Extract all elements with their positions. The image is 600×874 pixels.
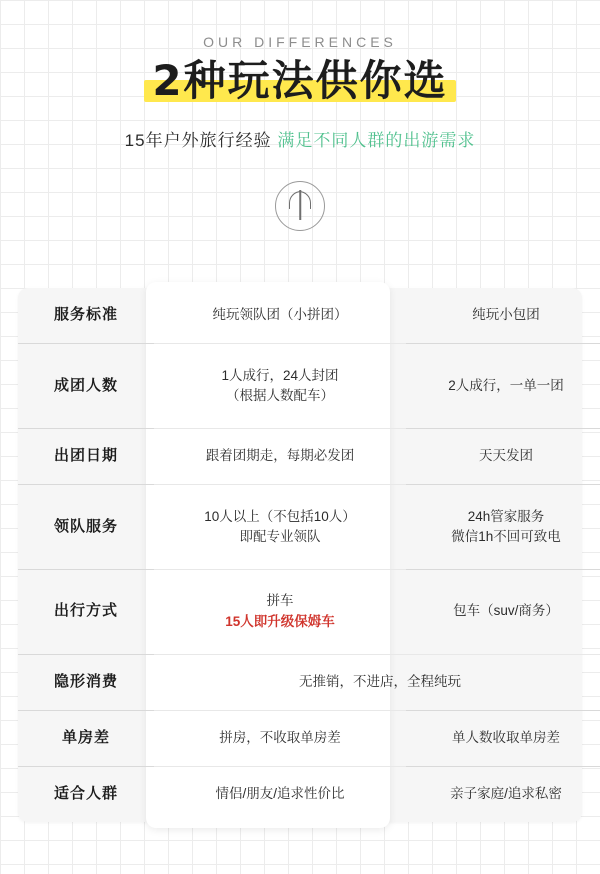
row-col2: [406, 710, 600, 766]
cell-line: 包车（suv/商务）: [453, 603, 559, 619]
cell-line: （根据人数配车）: [226, 387, 334, 403]
row-label: 领队服务: [18, 484, 154, 569]
eyebrow-text: OUR DIFFERENCES: [203, 34, 397, 50]
cell-line: 单人数收取单房差: [452, 730, 560, 746]
row-col1: [154, 343, 406, 428]
cell-line: 10人以上（不包括10人）: [204, 508, 356, 524]
row-col2: [406, 569, 600, 654]
row-col1: [154, 710, 406, 766]
cell-line: 2人成行，一单一团: [448, 377, 564, 393]
cell-line: 1人成行，24人封团: [221, 367, 339, 383]
row-col2: [406, 428, 600, 484]
cell-line-highlight: 15人即升级保姆车: [225, 613, 335, 629]
comparison-table: [18, 288, 600, 822]
leaf-circle-ornament-icon: [275, 181, 325, 231]
cell-line: 拼车: [266, 593, 294, 609]
row-col1: [154, 767, 406, 823]
row-merged-cell: 无推销，不进店，全程纯玩: [154, 654, 600, 710]
cell-line: 拼房，不收取单房差: [219, 730, 341, 746]
row-label: 隐形消费: [18, 654, 154, 710]
row-col1: [154, 428, 406, 484]
table-row: [18, 654, 600, 710]
cell-line: 跟着团期走，每期必发团: [205, 448, 355, 464]
comparison-card: [18, 288, 582, 822]
row-label: 出行方式: [18, 569, 154, 654]
header-section: [0, 0, 600, 151]
subtitle-experience: 15年户外旅行经验: [124, 131, 272, 151]
row-label: 服务标准: [53, 306, 118, 324]
table-row: [18, 710, 600, 766]
cell-line: 情侣/朋友/追求性价比: [215, 786, 345, 802]
table-row: [18, 288, 600, 343]
subtitle-needs: 满足不同人群的出游需求: [277, 131, 476, 151]
table-row: [18, 428, 600, 484]
row-label: 适合人群: [18, 767, 154, 823]
table-row: [18, 569, 600, 654]
cell-line: 天天发团: [479, 448, 533, 464]
row-label: 单房差: [18, 710, 154, 766]
cell-line: 微信1h不回可致电: [451, 528, 561, 544]
row-col1: [154, 569, 406, 654]
leaf-right-icon: [299, 191, 311, 209]
table-row: [18, 343, 600, 428]
cell-line: 24h管家服务: [467, 508, 545, 524]
row-col2: [406, 484, 600, 569]
page-title: 2种玩法供你选: [152, 56, 448, 105]
row-col2: [406, 288, 600, 343]
cell-line: 即配专业领队: [239, 528, 321, 544]
table-row: [18, 767, 600, 823]
row-col1: [154, 288, 406, 343]
table-row: [18, 484, 600, 569]
row-label: 成团人数: [18, 343, 154, 428]
title-wrapper: [152, 56, 447, 106]
cell-line: 纯玩领队团（小拼团）: [212, 307, 348, 323]
row-col2: [406, 767, 600, 823]
row-col1: [154, 484, 406, 569]
row-col2: [406, 343, 600, 428]
cell-line: 纯玩小包团: [472, 307, 540, 323]
cell-line: 亲子家庭/追求私密: [450, 786, 562, 802]
subtitle: [0, 126, 600, 151]
row-label: 出团日期: [18, 428, 154, 484]
